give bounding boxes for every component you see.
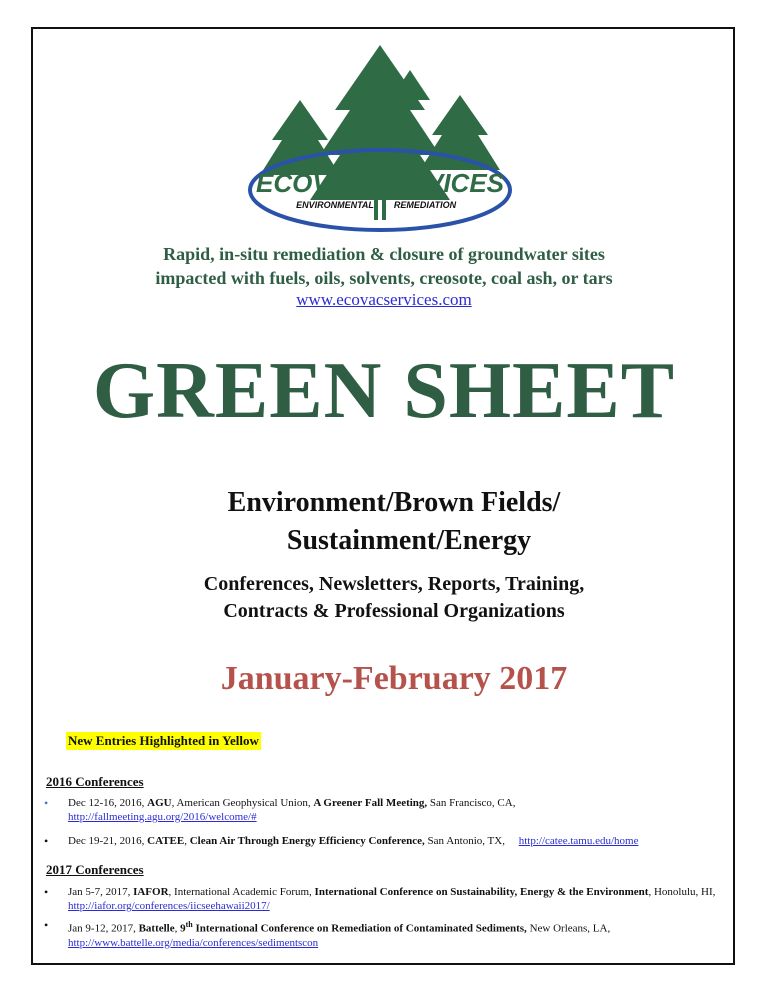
topics-line1: Conferences, Newsletters, Reports, Training,	[203, 573, 585, 595]
list-item: • Jan 5-7, 2017, IAFOR, International Academic Forum, International Conference on Sustainability, Energy & the Environment, Honolulu, HI, http://iafor.org/conferences/iicseehawaii2017/	[44, 885, 716, 912]
ecovac-logo	[240, 40, 520, 240]
subtitle-line1: Environment/Brown Fields/	[227, 487, 561, 518]
topics-line2: Contracts & Professional Organizations	[223, 600, 565, 622]
bullet-icon: •	[44, 885, 49, 899]
list-item: • Jan 9-12, 2017, Battelle, 9th International Conference on Remediation of Contaminated Sediments, New Orleans, LA, http://www.battelle.org/media/conferences/sedimentscon	[44, 918, 611, 949]
bullet-icon: •	[44, 796, 49, 810]
logo-sub-right: REMEDIATION	[393, 200, 457, 210]
page-title: GREEN SHEET	[92, 347, 676, 435]
tagline-line2: impacted with fuels, oils, solvents, creosote, coal ash, or tars	[155, 268, 613, 288]
subtitle-topics	[0, 571, 768, 625]
bullet-icon: •	[44, 834, 49, 848]
issue-date: January-February 2017	[220, 660, 568, 697]
tagline-line1: Rapid, in-situ remediation & closure of groundwater sites	[163, 244, 605, 264]
logo-sub-left: ENVIRONMENTAL	[296, 200, 374, 210]
conference-link[interactable]: http://iafor.org/conferences/iicseehawaii2017/	[68, 900, 270, 912]
conference-link[interactable]: http://fallmeeting.agu.org/2016/welcome/#	[68, 811, 257, 823]
new-entries-note: New Entries Highlighted in Yellow	[68, 733, 259, 748]
section-heading-2016: 2016 Conferences	[46, 774, 144, 789]
conference-link[interactable]: http://www.battelle.org/media/conferences/sedimentscon	[68, 936, 319, 949]
list-item: • Dec 12-16, 2016, AGU, American Geophysical Union, A Greener Fall Meeting, San Francisco, CA, http://fallmeeting.agu.org/2016/welcome/#	[44, 796, 516, 823]
subtitle-line2: Sustainment/Energy	[286, 525, 532, 556]
list-item: • Dec 19-21, 2016, CATEE, Clean Air Through Energy Efficiency Conference, San Antonio, TX, http://catee.tamu.edu/home	[44, 834, 639, 848]
bullet-icon: •	[44, 918, 49, 932]
subtitle	[0, 484, 768, 560]
conference-link[interactable]: http://catee.tamu.edu/home	[518, 835, 639, 847]
logo-name: ECOVAC SERVICES	[255, 168, 505, 198]
website-link[interactable]: www.ecovacservices.com	[296, 290, 472, 309]
section-heading-2017: 2017 Conferences	[46, 862, 144, 877]
